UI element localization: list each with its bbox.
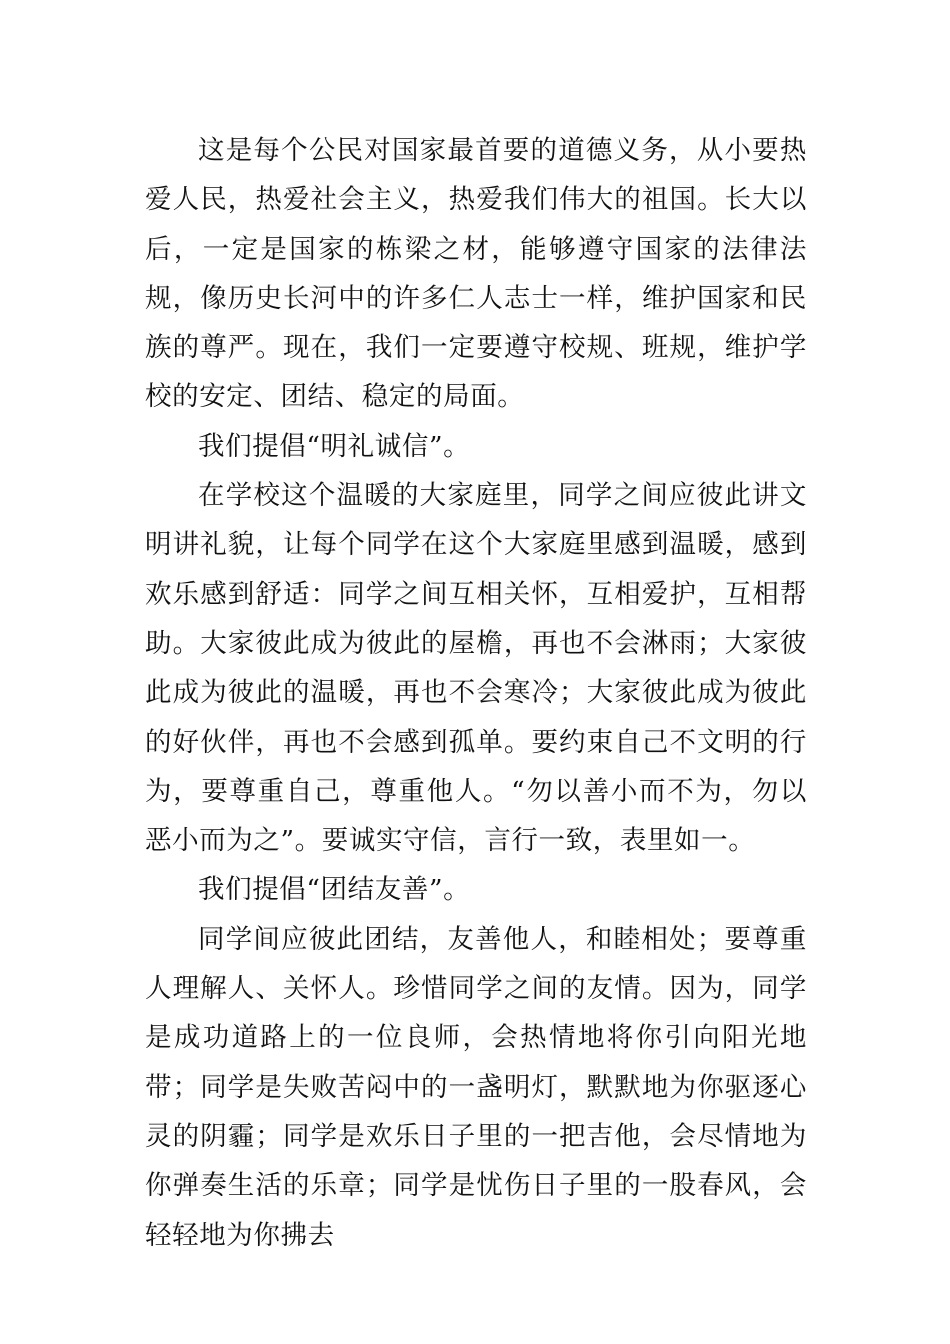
paragraph-heading-unity: 我们提倡“团结友善”。 xyxy=(198,874,471,906)
paragraph-heading-courtesy: 我们提倡“明礼诚信”。 xyxy=(198,430,471,462)
paragraph-courtesy: 在学校这个温暖的大家庭里，同学之间应彼此讲文明讲礼貌，让每个同学在这个大家庭里感到温暖，感到欢乐感到舒适：同学之间互相关怀，互相爱护，互相帮助。大家彼此成为彼此的屋檐，再也不会淋雨；大家彼此成为彼此的温暖，再也不会寒冷；大家彼此成为彼此的好伙伴，再也不会感到孤单。要约束自己不文明的行为，要尊重自己，尊重他人。“勿以善小而不为，勿以恶小而为之”。要诚实守信，言行一致，表里如一。 xyxy=(145,480,807,857)
paragraph-duty: 这是每个公民对国家最首要的道德义务，从小要热爱人民，热爱社会主义，热爱我们伟大的祖国。长大以后，一定是国家的栋梁之材，能够遵守国家的法律法规，像历史长河中的许多仁人志士一样，维护国家和民族的尊严。现在，我们一定要遵守校规、班规，维护学校的安定、团结、稳定的局面。 xyxy=(145,135,807,413)
document-body xyxy=(145,126,807,1260)
paragraph-unity: 同学间应彼此团结，友善他人，和睦相处；要尊重人理解人、关怀人。珍惜同学之间的友情。因为，同学是成功道路上的一位良师，会热情地将你引向阳光地带；同学是失败苦闷中的一盏明灯，默默地为你驱逐心灵的阴霾；同学是欢乐日子里的一把吉他，会尽情地为你弹奏生活的乐章；同学是忧伤日子里的一股春风，会轻轻地为你拂去 xyxy=(145,923,807,1251)
